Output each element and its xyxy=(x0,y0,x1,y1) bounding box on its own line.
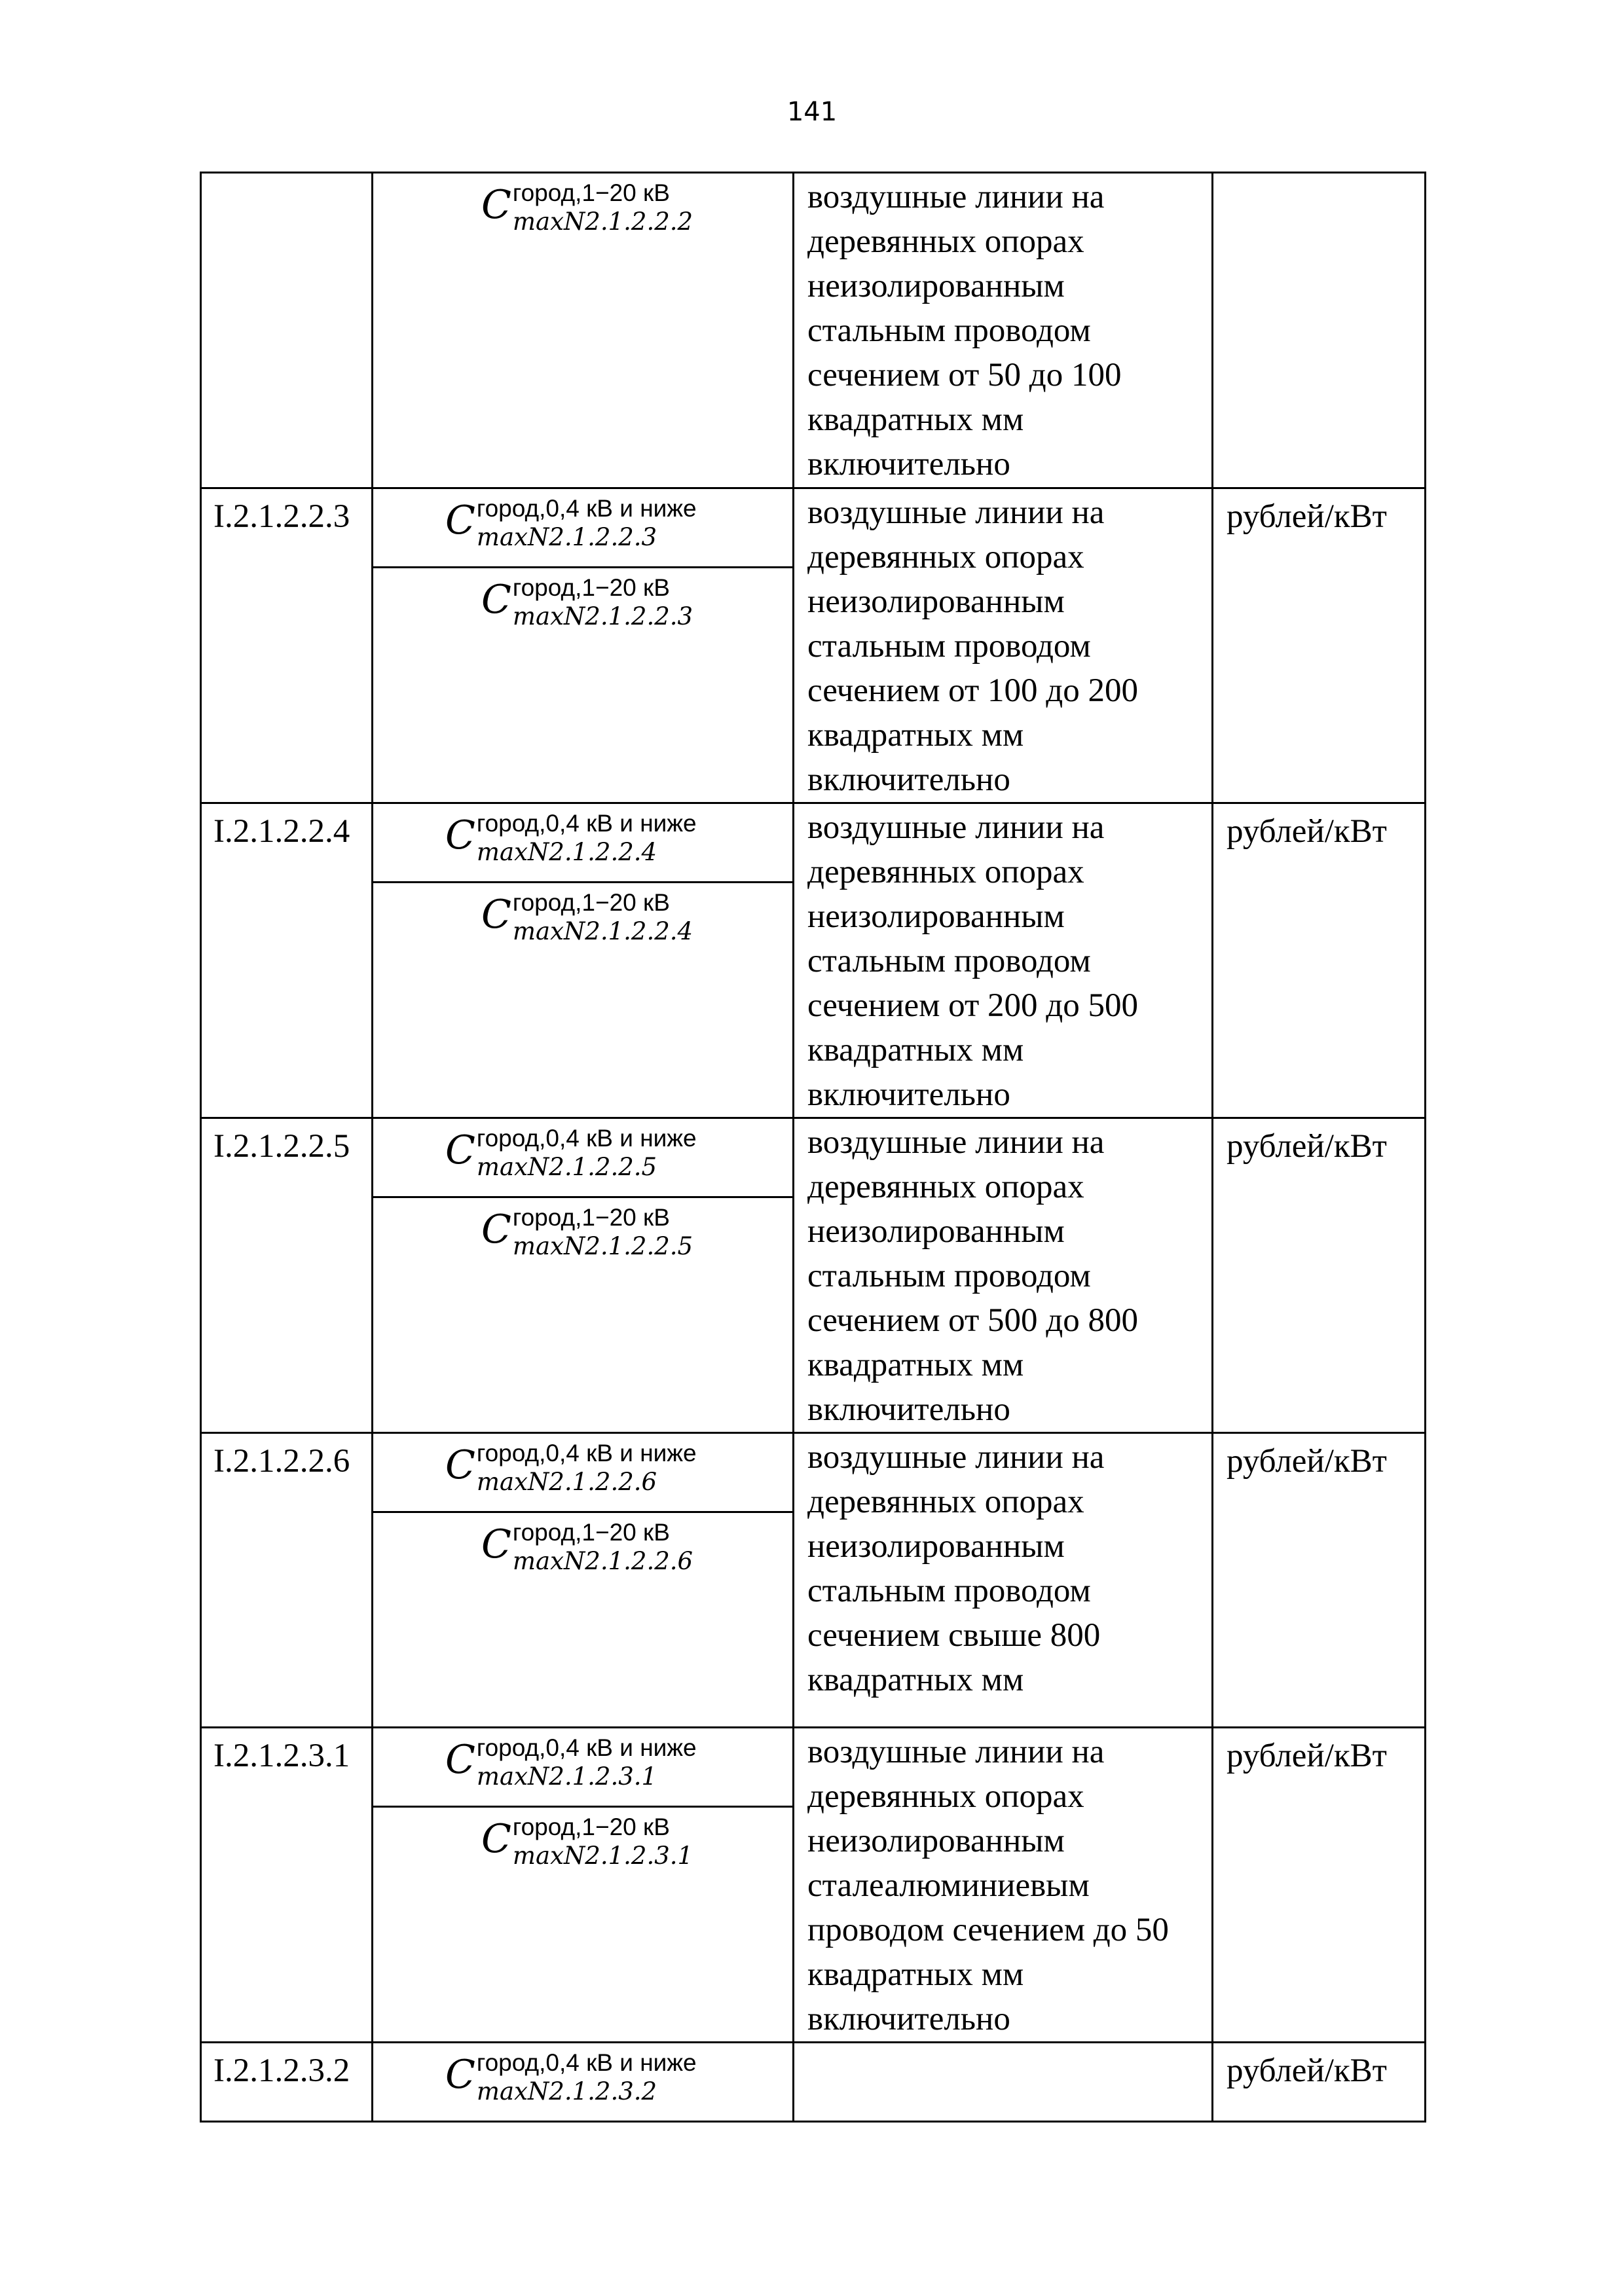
formula-symbol: C город,1−20 кВ maxN2.1.2.2.2 xyxy=(481,179,693,236)
symbol-cell xyxy=(373,1433,794,1728)
symbol-cell xyxy=(373,173,794,488)
unit-cell: рублей/кВт xyxy=(1213,803,1426,1118)
formula-symbol: C город,0,4 кВ и ниже maxN2.1.2.3.2 xyxy=(445,2049,697,2105)
formula-symbol: C город,0,4 кВ и ниже maxN2.1.2.2.4 xyxy=(445,810,697,866)
formula-symbol: C город,1−20 кВ maxN2.1.2.2.3 xyxy=(481,574,693,630)
symbol-cell xyxy=(373,2043,794,2122)
symbol-cell xyxy=(373,488,794,803)
code-cell: I.2.1.2.3.1 xyxy=(201,1728,373,2043)
formula-symbol: C город,1−20 кВ maxN2.1.2.2.5 xyxy=(481,1204,693,1260)
description-cell: воздушные линии на деревянных опорах неизолированным стальным проводом сечением от 200 до 500 квадратных мм включительно xyxy=(794,803,1213,1118)
description-cell: воздушные линии на деревянных опорах неизолированным стальным проводом сечением от 100 до 200 квадратных мм включительно xyxy=(794,488,1213,803)
code-cell: I.2.1.2.3.2 xyxy=(201,2043,373,2122)
code-cell: I.2.1.2.2.6 xyxy=(201,1433,373,1728)
unit-cell: рублей/кВт xyxy=(1213,488,1426,803)
table-row xyxy=(201,1433,1426,1728)
table-row xyxy=(201,173,1426,488)
formula-symbol: C город,0,4 кВ и ниже maxN2.1.2.2.5 xyxy=(445,1125,697,1181)
symbol-cell xyxy=(373,1118,794,1433)
code-cell: I.2.1.2.2.5 xyxy=(201,1118,373,1433)
table-row xyxy=(201,1118,1426,1433)
code-cell: I.2.1.2.2.4 xyxy=(201,803,373,1118)
unit-cell: рублей/кВт xyxy=(1213,1728,1426,2043)
table-row xyxy=(201,488,1426,803)
table-row xyxy=(201,803,1426,1118)
unit-cell: рублей/кВт xyxy=(1213,2043,1426,2122)
unit-cell xyxy=(1213,173,1426,488)
description-cell xyxy=(794,2043,1213,2122)
symbol-cell xyxy=(373,1728,794,2043)
code-cell xyxy=(201,173,373,488)
symbol-cell xyxy=(373,803,794,1118)
table-row xyxy=(201,1728,1426,2043)
formula-symbol: C город,1−20 кВ maxN2.1.2.2.6 xyxy=(481,1519,693,1575)
formula-symbol: C город,1−20 кВ maxN2.1.2.2.4 xyxy=(481,889,693,945)
formula-symbol: C город,0,4 кВ и ниже maxN2.1.2.2.3 xyxy=(445,495,697,551)
formula-symbol: C город,1−20 кВ maxN2.1.2.3.1 xyxy=(481,1813,693,1870)
unit-cell: рублей/кВт xyxy=(1213,1118,1426,1433)
code-cell: I.2.1.2.2.3 xyxy=(201,488,373,803)
table-row xyxy=(201,2043,1426,2122)
description-cell: воздушные линии на деревянных опорах неизолированным сталеалюминиевым проводом сечением до 50 квадратных мм включительно xyxy=(794,1728,1213,2043)
description-cell: воздушные линии на деревянных опорах неизолированным стальным проводом сечением от 500 до 800 квадратных мм включительно xyxy=(794,1118,1213,1433)
tariff-table xyxy=(200,172,1426,2123)
description-cell: воздушные линии на деревянных опорах неизолированным стальным проводом сечением от 50 до 100 квадратных мм включительно xyxy=(794,173,1213,488)
page-number: 141 xyxy=(786,97,838,127)
unit-cell: рублей/кВт xyxy=(1213,1433,1426,1728)
formula-symbol: C город,0,4 кВ и ниже maxN2.1.2.2.6 xyxy=(445,1440,697,1496)
formula-symbol: C город,0,4 кВ и ниже maxN2.1.2.3.1 xyxy=(445,1734,697,1791)
description-cell: воздушные линии на деревянных опорах неизолированным стальным проводом сечением свыше 800 квадратных мм xyxy=(794,1433,1213,1728)
